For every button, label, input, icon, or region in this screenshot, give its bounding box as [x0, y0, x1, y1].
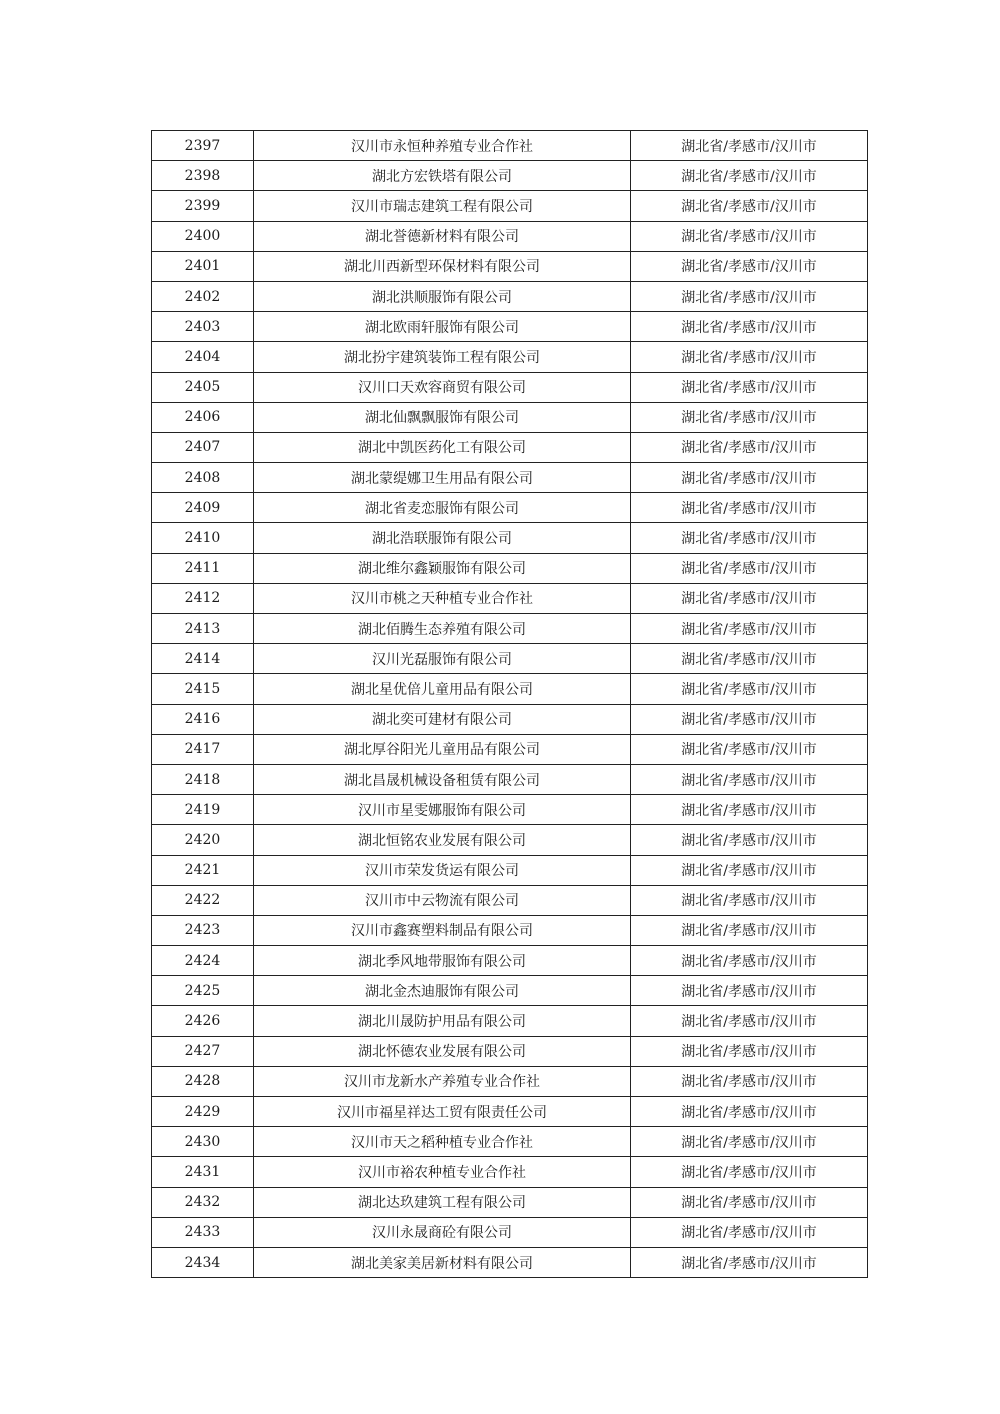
row-number-cell: 2400	[152, 221, 254, 251]
row-number-cell: 2402	[152, 281, 254, 311]
row-number-cell: 2433	[152, 1217, 254, 1247]
row-number-cell: 2415	[152, 674, 254, 704]
company-name-cell: 湖北洪顺服饰有限公司	[254, 281, 631, 311]
table-row	[152, 493, 868, 523]
company-name-cell: 湖北星优倍儿童用品有限公司	[254, 674, 631, 704]
region-cell: 湖北省/孝感市/汉川市	[631, 161, 868, 191]
table-row	[152, 674, 868, 704]
row-number-cell: 2430	[152, 1127, 254, 1157]
region-cell: 湖北省/孝感市/汉川市	[631, 1036, 868, 1066]
company-name-cell: 湖北誉德新材料有限公司	[254, 221, 631, 251]
table-row	[152, 1066, 868, 1096]
table-row	[152, 946, 868, 976]
region-cell: 湖北省/孝感市/汉川市	[631, 191, 868, 221]
region-cell: 湖北省/孝感市/汉川市	[631, 1187, 868, 1217]
company-name-cell: 湖北厚谷阳光儿童用品有限公司	[254, 734, 631, 764]
region-cell: 湖北省/孝感市/汉川市	[631, 281, 868, 311]
region-cell: 湖北省/孝感市/汉川市	[631, 825, 868, 855]
company-table-body	[152, 131, 868, 1278]
row-number-cell: 2408	[152, 463, 254, 493]
company-name-cell: 汉川市永恒种养殖专业合作社	[254, 131, 631, 161]
table-row	[152, 614, 868, 644]
company-name-cell: 汉川永晟商砼有限公司	[254, 1217, 631, 1247]
table-row	[152, 553, 868, 583]
region-cell: 湖北省/孝感市/汉川市	[631, 1247, 868, 1277]
table-row	[152, 342, 868, 372]
table-row	[152, 1036, 868, 1066]
table-row	[152, 976, 868, 1006]
region-cell: 湖北省/孝感市/汉川市	[631, 704, 868, 734]
table-row	[152, 915, 868, 945]
company-name-cell: 湖北仙飘飘服饰有限公司	[254, 402, 631, 432]
table-row	[152, 131, 868, 161]
company-name-cell: 湖北川晟防护用品有限公司	[254, 1006, 631, 1036]
table-row	[152, 1217, 868, 1247]
region-cell: 湖北省/孝感市/汉川市	[631, 1127, 868, 1157]
table-row	[152, 704, 868, 734]
company-table	[151, 130, 868, 1278]
company-name-cell: 湖北扮宇建筑装饰工程有限公司	[254, 342, 631, 372]
region-cell: 湖北省/孝感市/汉川市	[631, 131, 868, 161]
company-name-cell: 汉川市裕农种植专业合作社	[254, 1157, 631, 1187]
region-cell: 湖北省/孝感市/汉川市	[631, 674, 868, 704]
table-row	[152, 795, 868, 825]
row-number-cell: 2403	[152, 312, 254, 342]
region-cell: 湖北省/孝感市/汉川市	[631, 342, 868, 372]
row-number-cell: 2404	[152, 342, 254, 372]
row-number-cell: 2417	[152, 734, 254, 764]
row-number-cell: 2407	[152, 432, 254, 462]
table-row	[152, 1187, 868, 1217]
table-row	[152, 764, 868, 794]
company-name-cell: 湖北浩联服饰有限公司	[254, 523, 631, 553]
region-cell: 湖北省/孝感市/汉川市	[631, 764, 868, 794]
company-name-cell: 汉川市瑞志建筑工程有限公司	[254, 191, 631, 221]
company-name-cell: 湖北恒铭农业发展有限公司	[254, 825, 631, 855]
region-cell: 湖北省/孝感市/汉川市	[631, 251, 868, 281]
company-name-cell: 汉川市鑫赛塑料制品有限公司	[254, 915, 631, 945]
company-name-cell: 湖北季风地带服饰有限公司	[254, 946, 631, 976]
row-number-cell: 2429	[152, 1097, 254, 1127]
company-name-cell: 汉川光磊服饰有限公司	[254, 644, 631, 674]
row-number-cell: 2398	[152, 161, 254, 191]
region-cell: 湖北省/孝感市/汉川市	[631, 946, 868, 976]
row-number-cell: 2425	[152, 976, 254, 1006]
company-name-cell: 湖北怀德农业发展有限公司	[254, 1036, 631, 1066]
region-cell: 湖北省/孝感市/汉川市	[631, 1006, 868, 1036]
company-name-cell: 湖北中凯医药化工有限公司	[254, 432, 631, 462]
table-row	[152, 312, 868, 342]
row-number-cell: 2411	[152, 553, 254, 583]
company-name-cell: 湖北省麦恋服饰有限公司	[254, 493, 631, 523]
table-row	[152, 432, 868, 462]
region-cell: 湖北省/孝感市/汉川市	[631, 402, 868, 432]
row-number-cell: 2424	[152, 946, 254, 976]
region-cell: 湖北省/孝感市/汉川市	[631, 614, 868, 644]
company-name-cell: 湖北欧雨轩服饰有限公司	[254, 312, 631, 342]
row-number-cell: 2410	[152, 523, 254, 553]
company-name-cell: 湖北金杰迪服饰有限公司	[254, 976, 631, 1006]
region-cell: 湖北省/孝感市/汉川市	[631, 523, 868, 553]
table-row	[152, 463, 868, 493]
row-number-cell: 2426	[152, 1006, 254, 1036]
table-row	[152, 825, 868, 855]
table-row	[152, 1006, 868, 1036]
row-number-cell: 2401	[152, 251, 254, 281]
row-number-cell: 2405	[152, 372, 254, 402]
table-row	[152, 372, 868, 402]
row-number-cell: 2421	[152, 855, 254, 885]
row-number-cell: 2409	[152, 493, 254, 523]
region-cell: 湖北省/孝感市/汉川市	[631, 583, 868, 613]
region-cell: 湖北省/孝感市/汉川市	[631, 795, 868, 825]
region-cell: 湖北省/孝感市/汉川市	[631, 221, 868, 251]
table-row	[152, 1247, 868, 1277]
row-number-cell: 2423	[152, 915, 254, 945]
table-row	[152, 583, 868, 613]
row-number-cell: 2414	[152, 644, 254, 674]
region-cell: 湖北省/孝感市/汉川市	[631, 372, 868, 402]
row-number-cell: 2418	[152, 764, 254, 794]
row-number-cell: 2427	[152, 1036, 254, 1066]
company-name-cell: 湖北蒙缇娜卫生用品有限公司	[254, 463, 631, 493]
row-number-cell: 2397	[152, 131, 254, 161]
table-row	[152, 1097, 868, 1127]
row-number-cell: 2431	[152, 1157, 254, 1187]
region-cell: 湖北省/孝感市/汉川市	[631, 644, 868, 674]
company-name-cell: 汉川市荣发货运有限公司	[254, 855, 631, 885]
table-row	[152, 644, 868, 674]
row-number-cell: 2420	[152, 825, 254, 855]
region-cell: 湖北省/孝感市/汉川市	[631, 855, 868, 885]
region-cell: 湖北省/孝感市/汉川市	[631, 885, 868, 915]
region-cell: 湖北省/孝感市/汉川市	[631, 976, 868, 1006]
company-name-cell: 汉川市天之稻种植专业合作社	[254, 1127, 631, 1157]
row-number-cell: 2406	[152, 402, 254, 432]
region-cell: 湖北省/孝感市/汉川市	[631, 1157, 868, 1187]
company-name-cell: 湖北方宏铁塔有限公司	[254, 161, 631, 191]
company-name-cell: 汉川市星雯娜服饰有限公司	[254, 795, 631, 825]
company-name-cell: 湖北佰腾生态养殖有限公司	[254, 614, 631, 644]
row-number-cell: 2419	[152, 795, 254, 825]
region-cell: 湖北省/孝感市/汉川市	[631, 915, 868, 945]
table-row	[152, 885, 868, 915]
table-row	[152, 402, 868, 432]
company-name-cell: 汉川市福星祥达工贸有限责任公司	[254, 1097, 631, 1127]
region-cell: 湖北省/孝感市/汉川市	[631, 432, 868, 462]
company-name-cell: 湖北维尔鑫颖服饰有限公司	[254, 553, 631, 583]
region-cell: 湖北省/孝感市/汉川市	[631, 1066, 868, 1096]
table-row	[152, 191, 868, 221]
company-name-cell: 湖北川西新型环保材料有限公司	[254, 251, 631, 281]
region-cell: 湖北省/孝感市/汉川市	[631, 1097, 868, 1127]
row-number-cell: 2432	[152, 1187, 254, 1217]
region-cell: 湖北省/孝感市/汉川市	[631, 734, 868, 764]
row-number-cell: 2412	[152, 583, 254, 613]
region-cell: 湖北省/孝感市/汉川市	[631, 1217, 868, 1247]
row-number-cell: 2399	[152, 191, 254, 221]
table-row	[152, 251, 868, 281]
company-name-cell: 汉川市中云物流有限公司	[254, 885, 631, 915]
table-row	[152, 734, 868, 764]
region-cell: 湖北省/孝感市/汉川市	[631, 463, 868, 493]
region-cell: 湖北省/孝感市/汉川市	[631, 312, 868, 342]
table-row	[152, 1127, 868, 1157]
row-number-cell: 2413	[152, 614, 254, 644]
table-row	[152, 855, 868, 885]
table-row	[152, 523, 868, 553]
table-row	[152, 221, 868, 251]
company-name-cell: 湖北美家美居新材料有限公司	[254, 1247, 631, 1277]
row-number-cell: 2416	[152, 704, 254, 734]
company-name-cell: 湖北达玖建筑工程有限公司	[254, 1187, 631, 1217]
region-cell: 湖北省/孝感市/汉川市	[631, 493, 868, 523]
table-row	[152, 1157, 868, 1187]
company-name-cell: 湖北昌晟机械设备租赁有限公司	[254, 764, 631, 794]
row-number-cell: 2434	[152, 1247, 254, 1277]
table-row	[152, 281, 868, 311]
region-cell: 湖北省/孝感市/汉川市	[631, 553, 868, 583]
company-name-cell: 汉川口天欢容商贸有限公司	[254, 372, 631, 402]
company-name-cell: 汉川市龙新水产养殖专业合作社	[254, 1066, 631, 1096]
table-row	[152, 161, 868, 191]
company-name-cell: 汉川市桃之天种植专业合作社	[254, 583, 631, 613]
row-number-cell: 2428	[152, 1066, 254, 1096]
company-name-cell: 湖北奕可建材有限公司	[254, 704, 631, 734]
row-number-cell: 2422	[152, 885, 254, 915]
